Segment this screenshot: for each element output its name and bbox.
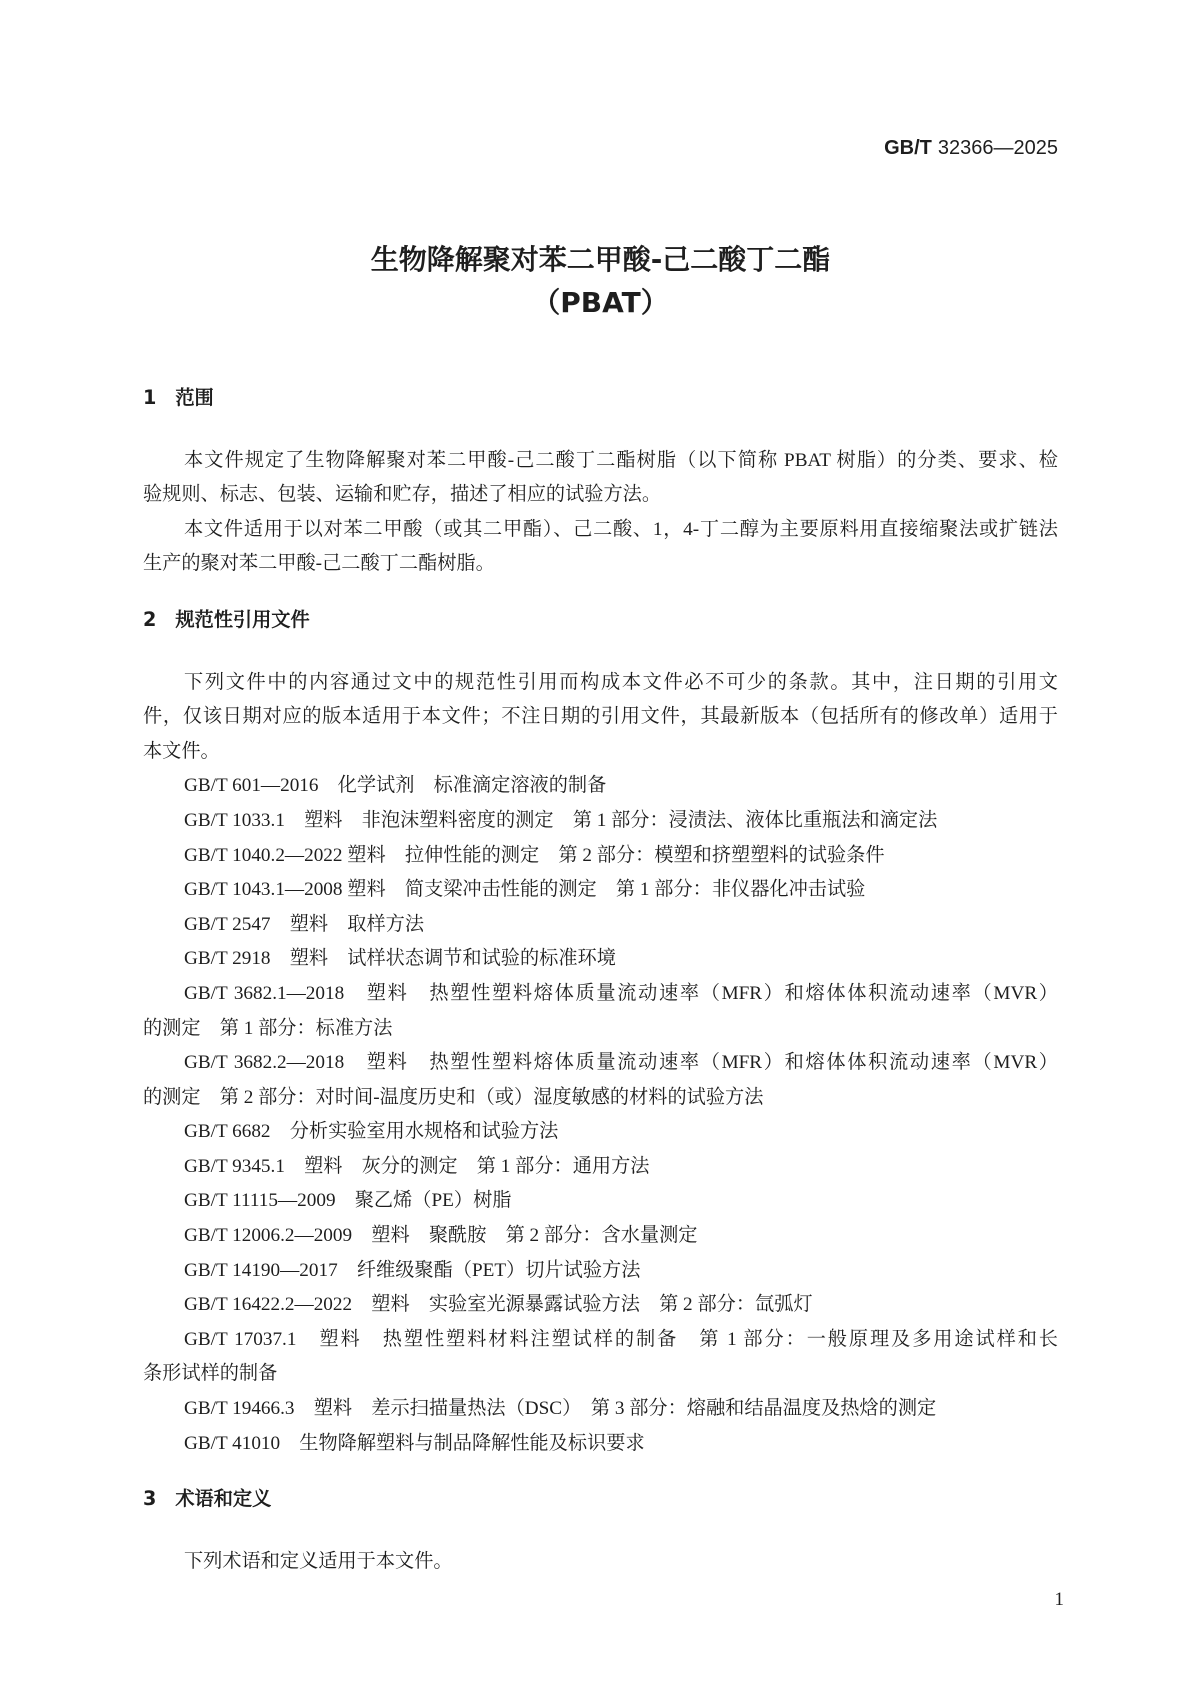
section-heading [143, 1482, 1058, 1517]
reference-item [143, 1150, 1058, 1185]
reference-item [143, 1219, 1058, 1254]
reference-line: GB/T 12006.2—2009 塑料 聚酰胺 第 2 部分：含水量测定 [184, 1225, 698, 1247]
reference-item [143, 1184, 1058, 1219]
reference-item [143, 1046, 1058, 1115]
reference-line: GB/T 14190—2017 纤维级聚酯（PET）切片试验方法 [184, 1259, 641, 1281]
reference-item [143, 804, 1058, 839]
reference-line: GB/T 3682.1—2018 塑料 热塑性塑料熔体质量流动速率（MFR）和熔体体积流动速率（MVR） [184, 982, 1058, 1004]
title-main: 生物降解聚对苯二甲酸-己二酸丁二酯 [370, 243, 831, 276]
paragraph-line: 下列术语和定义适用于本文件。 [184, 1550, 453, 1572]
reference-item [143, 1254, 1058, 1289]
section-title: 范围 [175, 386, 214, 409]
reference-line: GB/T 601—2016 化学试剂 标准滴定溶液的制备 [184, 775, 607, 797]
paragraph-line: 生产的聚对苯二甲酸-己二酸丁二酯树脂。 [143, 553, 495, 575]
reference-line: GB/T 3682.2—2018 塑料 热塑性塑料熔体质量流动速率（MFR）和熔体体积流动速率（MVR） [184, 1052, 1058, 1074]
reference-line: GB/T 6682 分析实验室用水规格和试验方法 [184, 1121, 559, 1143]
section-scope [143, 381, 1058, 582]
standard-code: 32366—2025 [937, 137, 1058, 159]
section-terms-and-definitions [143, 1482, 1058, 1579]
section-title: 规范性引用文件 [175, 607, 310, 631]
paragraph-line: 验规则、标志、包装、运输和贮存，描述了相应的试验方法。 [143, 484, 662, 506]
reference-list [143, 769, 1058, 1461]
document-body [143, 381, 1058, 1579]
standard-prefix: GB/T [884, 137, 932, 159]
reference-line: GB/T 1043.1—2008 塑料 简支梁冲击性能的测定 第 1 部分：非仪器化冲击试验 [184, 879, 866, 901]
paragraph-line: 下列文件中的内容通过文中的规范性引用而构成本文件必不可少的条款。其中，注日期的引用文 [184, 671, 1058, 693]
reference-line: 的测定 第 2 部分：对时间-温度历史和（或）湿度敏感的材料的试验方法 [143, 1086, 764, 1108]
paragraph [143, 513, 1058, 582]
reference-line: GB/T 16422.2—2022 塑料 实验室光源暴露试验方法 第 2 部分：氙弧灯 [184, 1294, 813, 1316]
paragraph-line: 本文件适用于以对苯二甲酸（或其二甲酯）、己二酸、1，4-丁二醇为主要原料用直接缩聚法或扩链法 [184, 518, 1058, 540]
reference-item [143, 908, 1058, 943]
section-heading [143, 381, 1058, 416]
reference-line: GB/T 11115—2009 聚乙烯（PE）树脂 [184, 1190, 512, 1212]
reference-item [143, 942, 1058, 977]
reference-line: 的测定 第 1 部分：标准方法 [143, 1017, 393, 1039]
paragraph [143, 1545, 1058, 1580]
section-number: 1 [143, 386, 157, 409]
document-title [143, 238, 1058, 324]
reference-item [143, 1115, 1058, 1150]
reference-line: GB/T 2918 塑料 试样状态调节和试验的标准环境 [184, 948, 616, 970]
reference-item [143, 1288, 1058, 1323]
reference-item [143, 1392, 1058, 1427]
page-number: 1 [1054, 1589, 1064, 1610]
section-normative-references [143, 603, 1058, 1461]
title-abbreviation: （PBAT） [532, 286, 669, 319]
reference-item [143, 873, 1058, 908]
standard-number-header [884, 131, 1058, 165]
reference-item [143, 1323, 1058, 1392]
paragraph-line: 本文件规定了生物降解聚对苯二甲酸-己二酸丁二酯树脂（以下简称 PBAT 树脂）的分类、要求、检 [184, 449, 1058, 471]
section-number: 3 [143, 1487, 157, 1511]
reference-line: GB/T 19466.3 塑料 差示扫描量热法（DSC） 第 3 部分：熔融和结晶温度及热焓的测定 [184, 1398, 937, 1420]
section-title: 术语和定义 [175, 1487, 272, 1511]
reference-line: GB/T 2547 塑料 取样方法 [184, 913, 425, 935]
paragraph [143, 444, 1058, 513]
paragraph [143, 666, 1058, 770]
reference-line: GB/T 1040.2—2022 塑料 拉伸性能的测定 第 2 部分：模塑和挤塑塑料的试验条件 [184, 844, 885, 866]
reference-line: 条形试样的制备 [143, 1363, 278, 1385]
reference-line: GB/T 9345.1 塑料 灰分的测定 第 1 部分：通用方法 [184, 1155, 650, 1177]
reference-item [143, 839, 1058, 874]
reference-line: GB/T 1033.1 塑料 非泡沫塑料密度的测定 第 1 部分：浸渍法、液体比重瓶法和滴定法 [184, 809, 938, 831]
section-number: 2 [143, 607, 157, 631]
reference-item [143, 769, 1058, 804]
reference-item [143, 977, 1058, 1046]
reference-line: GB/T 41010 生物降解塑料与制品降解性能及标识要求 [184, 1432, 645, 1454]
paragraph-line: 件，仅该日期对应的版本适用于本文件；不注日期的引用文件，其最新版本（包括所有的修改单）适用于 [143, 706, 1058, 728]
reference-line: GB/T 17037.1 塑料 热塑性塑料材料注塑试样的制备 第 1 部分：一般原理及多用途试样和长 [184, 1328, 1058, 1350]
section-heading [143, 603, 1058, 638]
paragraph-line: 本文件。 [143, 740, 220, 762]
reference-item [143, 1427, 1058, 1462]
